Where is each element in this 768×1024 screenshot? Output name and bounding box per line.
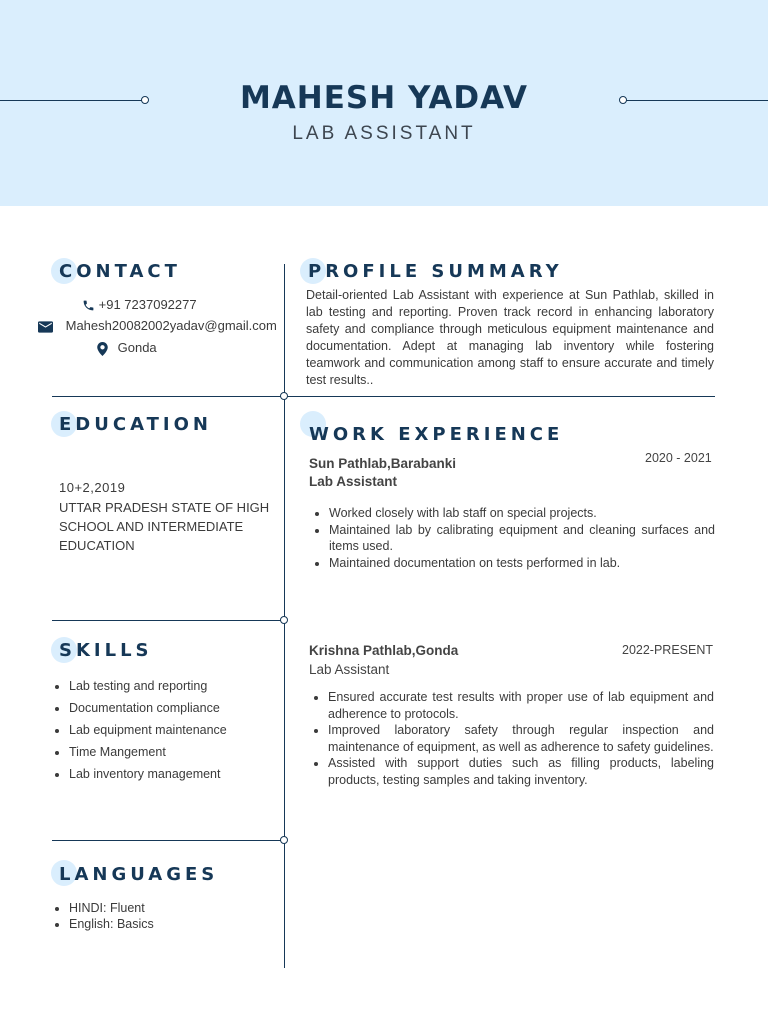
job-1-position: Lab Assistant <box>309 474 398 489</box>
languages-list <box>52 900 154 932</box>
map-pin-icon <box>97 340 108 355</box>
contact-phone-text[interactable]: +91 7237092277 <box>98 297 197 312</box>
divider-1-dot <box>280 392 288 400</box>
list-item: • Ensured accurate test results with proper use of lab equipment and adherence to protocols. <box>328 689 714 722</box>
divider-3-dot <box>280 836 288 844</box>
list-item: • HINDI: Fluent <box>69 900 154 916</box>
divider-2-dot <box>280 616 288 624</box>
list-item: • Maintained documentation on tests performed in lab. <box>329 555 715 572</box>
person-name: MAHESH YADAV <box>239 80 529 116</box>
contact-title: CONTACT <box>59 261 181 282</box>
education-year: 10+2,2019 <box>59 480 126 495</box>
skills-title: SKILLS <box>59 640 153 661</box>
job-role: LAB ASSISTANT <box>292 123 476 144</box>
job-2-dates: 2022-PRESENT <box>622 643 714 657</box>
job-2-position: Lab Assistant <box>309 662 390 677</box>
job-2-company: Krishna Pathlab,Gonda <box>309 643 459 658</box>
divider-3 <box>52 840 285 841</box>
list-item: • Lab inventory management <box>69 763 227 785</box>
list-item: • Maintained lab by calibrating equipment and cleaning surfaces and items used. <box>329 522 715 555</box>
contact-location <box>97 340 157 356</box>
divider-2 <box>52 620 285 621</box>
job-2-duties <box>311 689 714 788</box>
contact-location-text: Gonda <box>117 340 157 355</box>
list-item: • Lab equipment maintenance <box>69 719 227 741</box>
list-item: • Improved laboratory safety through regular inspection and maintenance of equipment, as well as adherence to safety guidelines. <box>328 722 714 755</box>
list-item: • Assisted with support duties such as filling products, labeling products, testing samples and taking inventory. <box>328 755 714 788</box>
phone-icon <box>82 297 95 312</box>
job-1-company: Sun Pathlab,Barabanki <box>309 456 457 471</box>
list-item: • Lab testing and reporting <box>69 675 227 697</box>
list-item: • English: Basics <box>69 916 154 932</box>
job-1-dates: 2020 - 2021 <box>645 451 712 465</box>
work-experience-title: WORK EXPERIENCE <box>309 424 564 445</box>
languages-title: LANGUAGES <box>59 864 219 885</box>
profile-summary-text: Detail-oriented Lab Assistant with experience at Sun Pathlab, skilled in lab testing and reporting. Proven track record in enhancing laboratory safety and compliance through meticulous equipment maintenance and documentation. Adept at managing lab inventory while fostering teamwork and communication among staff to ensure accurate and timely test results.. <box>306 288 714 387</box>
education-board: UTTAR PRADESH STATE OF HIGH SCHOOL AND INTERMEDIATE EDUCATION <box>59 500 270 553</box>
divider-1 <box>52 396 715 397</box>
education-title: EDUCATION <box>59 414 212 435</box>
list-item: • Worked closely with lab staff on special projects. <box>329 505 715 522</box>
contact-email <box>38 318 277 333</box>
envelope-icon <box>38 318 53 333</box>
contact-email-text[interactable]: Mahesh20082002yadav@gmail.com <box>65 318 277 333</box>
job-1-duties <box>312 505 715 571</box>
list-item: • Time Mangement <box>69 741 227 763</box>
skills-list <box>52 675 227 785</box>
contact-phone <box>82 297 197 312</box>
list-item: • Documentation compliance <box>69 697 227 719</box>
profile-summary-title: PROFILE SUMMARY <box>308 261 563 282</box>
